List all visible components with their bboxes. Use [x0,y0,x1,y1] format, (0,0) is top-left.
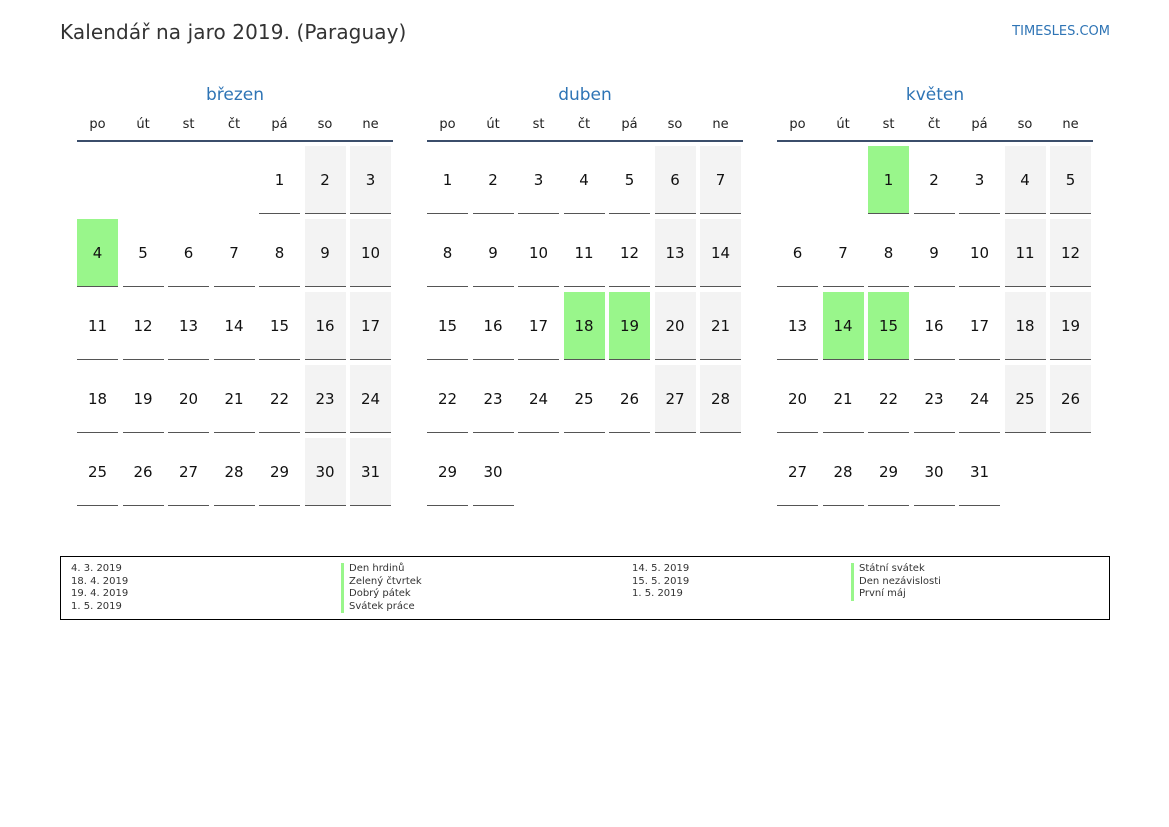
day-cell: 16 [305,292,346,360]
day-cell: 9 [473,219,514,287]
day-cell: 23 [305,365,346,433]
day-cell: 27 [655,365,696,433]
day-cell-holiday: 19 [609,292,650,360]
legend-names-right [851,563,941,601]
legend-holiday-name: Zelený čtvrtek [341,576,422,589]
weekday-label: po [89,117,106,132]
day-cell: 8 [427,219,468,287]
weekday-label: út [836,117,850,132]
weekday-label: čt [227,117,241,132]
day-cell: 22 [259,365,300,433]
day-cell-holiday: 1 [868,146,909,214]
day-cell: 23 [473,365,514,433]
day-cell: 3 [350,146,391,214]
day-cell: 14 [700,219,741,287]
day-cell: 21 [823,365,864,433]
day-cell: 23 [914,365,955,433]
weekday-label: st [532,117,545,132]
day-cell-holiday: 15 [868,292,909,360]
day-cell: 24 [350,365,391,433]
day-cell: 12 [609,219,650,287]
weekday-label: ne [712,117,729,132]
legend-date: 18. 4. 2019 [71,575,129,587]
day-cell: 1 [427,146,468,214]
day-cell-holiday: 4 [77,219,118,287]
weekday-label: pá [621,117,638,132]
day-cell: 11 [1005,219,1046,287]
legend-date: 1. 5. 2019 [71,600,122,612]
day-cell: 7 [700,146,741,214]
day-cell: 14 [214,292,255,360]
day-cell: 27 [777,438,818,506]
day-cell: 25 [564,365,605,433]
day-cell: 2 [473,146,514,214]
month-block [77,84,393,511]
months-container [77,84,1093,514]
day-cell: 28 [823,438,864,506]
day-cell: 24 [518,365,559,433]
weekday-label: st [182,117,195,132]
day-cell: 20 [655,292,696,360]
day-cell: 2 [305,146,346,214]
month-title: březen [205,85,265,105]
day-cell: 18 [1005,292,1046,360]
month-block [427,84,743,511]
weekday-label: st [882,117,895,132]
day-cell: 20 [777,365,818,433]
legend-holiday-name: Svátek práce [341,601,422,614]
day-cell: 31 [959,438,1000,506]
day-cell: 4 [564,146,605,214]
holiday-legend [60,556,1110,620]
day-cell: 30 [914,438,955,506]
weekday-header [77,116,393,142]
day-grid [427,146,743,511]
day-cell: 5 [1050,146,1091,214]
day-cell: 25 [77,438,118,506]
day-cell: 6 [777,219,818,287]
day-cell: 29 [427,438,468,506]
day-cell: 3 [959,146,1000,214]
day-cell: 21 [214,365,255,433]
day-cell: 12 [123,292,164,360]
weekday-label: út [486,117,500,132]
weekday-label: po [439,117,456,132]
day-cell-holiday: 14 [823,292,864,360]
day-cell: 5 [123,219,164,287]
day-cell: 26 [609,365,650,433]
day-cell: 3 [518,146,559,214]
day-cell: 10 [959,219,1000,287]
weekday-label: so [317,117,333,132]
page-title: Kalendář na jaro 2019. (Paraguay) [60,20,407,44]
legend-date: 4. 3. 2019 [71,563,122,574]
month-title: duben [558,85,612,105]
day-cell: 27 [168,438,209,506]
day-cell: 9 [305,219,346,287]
day-cell: 1 [259,146,300,214]
weekday-label: ne [1062,117,1079,132]
weekday-label: čt [927,117,941,132]
weekday-label: pá [971,117,988,132]
day-cell: 15 [427,292,468,360]
day-cell: 16 [473,292,514,360]
day-cell: 6 [655,146,696,214]
day-cell: 10 [518,219,559,287]
weekday-label: po [789,117,806,132]
day-cell: 17 [350,292,391,360]
day-cell: 22 [427,365,468,433]
month-title: květen [905,85,965,105]
day-cell: 28 [214,438,255,506]
weekday-header [777,116,1093,142]
day-cell: 11 [77,292,118,360]
legend-holiday-name: Den hrdinů [341,563,422,576]
legend-dates-right [632,563,689,601]
day-cell: 8 [259,219,300,287]
day-cell: 28 [700,365,741,433]
weekday-label: pá [271,117,288,132]
weekday-header [427,116,743,142]
day-cell: 10 [350,219,391,287]
day-cell: 29 [259,438,300,506]
day-cell: 31 [350,438,391,506]
day-cell: 30 [305,438,346,506]
day-cell: 13 [168,292,209,360]
month-block [777,84,1093,511]
day-cell: 16 [914,292,955,360]
legend-holiday-name: Státní svátek [851,563,941,576]
day-cell: 4 [1005,146,1046,214]
day-cell: 20 [168,365,209,433]
weekday-label: út [136,117,150,132]
day-cell: 7 [214,219,255,287]
day-cell: 12 [1050,219,1091,287]
legend-holiday-name: První máj [851,588,941,601]
legend-holiday-name: Den nezávislosti [851,576,941,589]
day-grid [77,146,393,511]
day-cell: 9 [914,219,955,287]
day-cell: 8 [868,219,909,287]
legend-date: 1. 5. 2019 [632,588,683,599]
day-grid [777,146,1093,511]
legend-dates-left [71,563,128,613]
day-cell: 13 [655,219,696,287]
day-cell: 15 [259,292,300,360]
day-cell: 13 [777,292,818,360]
day-cell: 18 [77,365,118,433]
day-cell: 11 [564,219,605,287]
weekday-label: so [667,117,683,132]
weekday-label: so [1017,117,1033,132]
day-cell: 25 [1005,365,1046,433]
day-cell: 26 [1050,365,1091,433]
day-cell: 21 [700,292,741,360]
day-cell: 6 [168,219,209,287]
legend-date: 14. 5. 2019 [632,563,690,574]
legend-date: 19. 4. 2019 [71,588,129,599]
day-cell: 7 [823,219,864,287]
legend-names-left [341,563,422,613]
day-cell: 19 [1050,292,1091,360]
day-cell-holiday: 18 [564,292,605,360]
day-cell: 19 [123,365,164,433]
site-link[interactable]: TIMESLES.COM [1012,24,1110,39]
day-cell: 29 [868,438,909,506]
day-cell: 2 [914,146,955,214]
day-cell: 17 [518,292,559,360]
day-cell: 22 [868,365,909,433]
weekday-label: ne [362,117,379,132]
day-cell: 5 [609,146,650,214]
day-cell: 26 [123,438,164,506]
legend-date: 15. 5. 2019 [632,575,690,587]
day-cell: 30 [473,438,514,506]
day-cell: 17 [959,292,1000,360]
day-cell: 24 [959,365,1000,433]
weekday-label: čt [577,117,591,132]
legend-holiday-name: Dobrý pátek [341,588,422,601]
